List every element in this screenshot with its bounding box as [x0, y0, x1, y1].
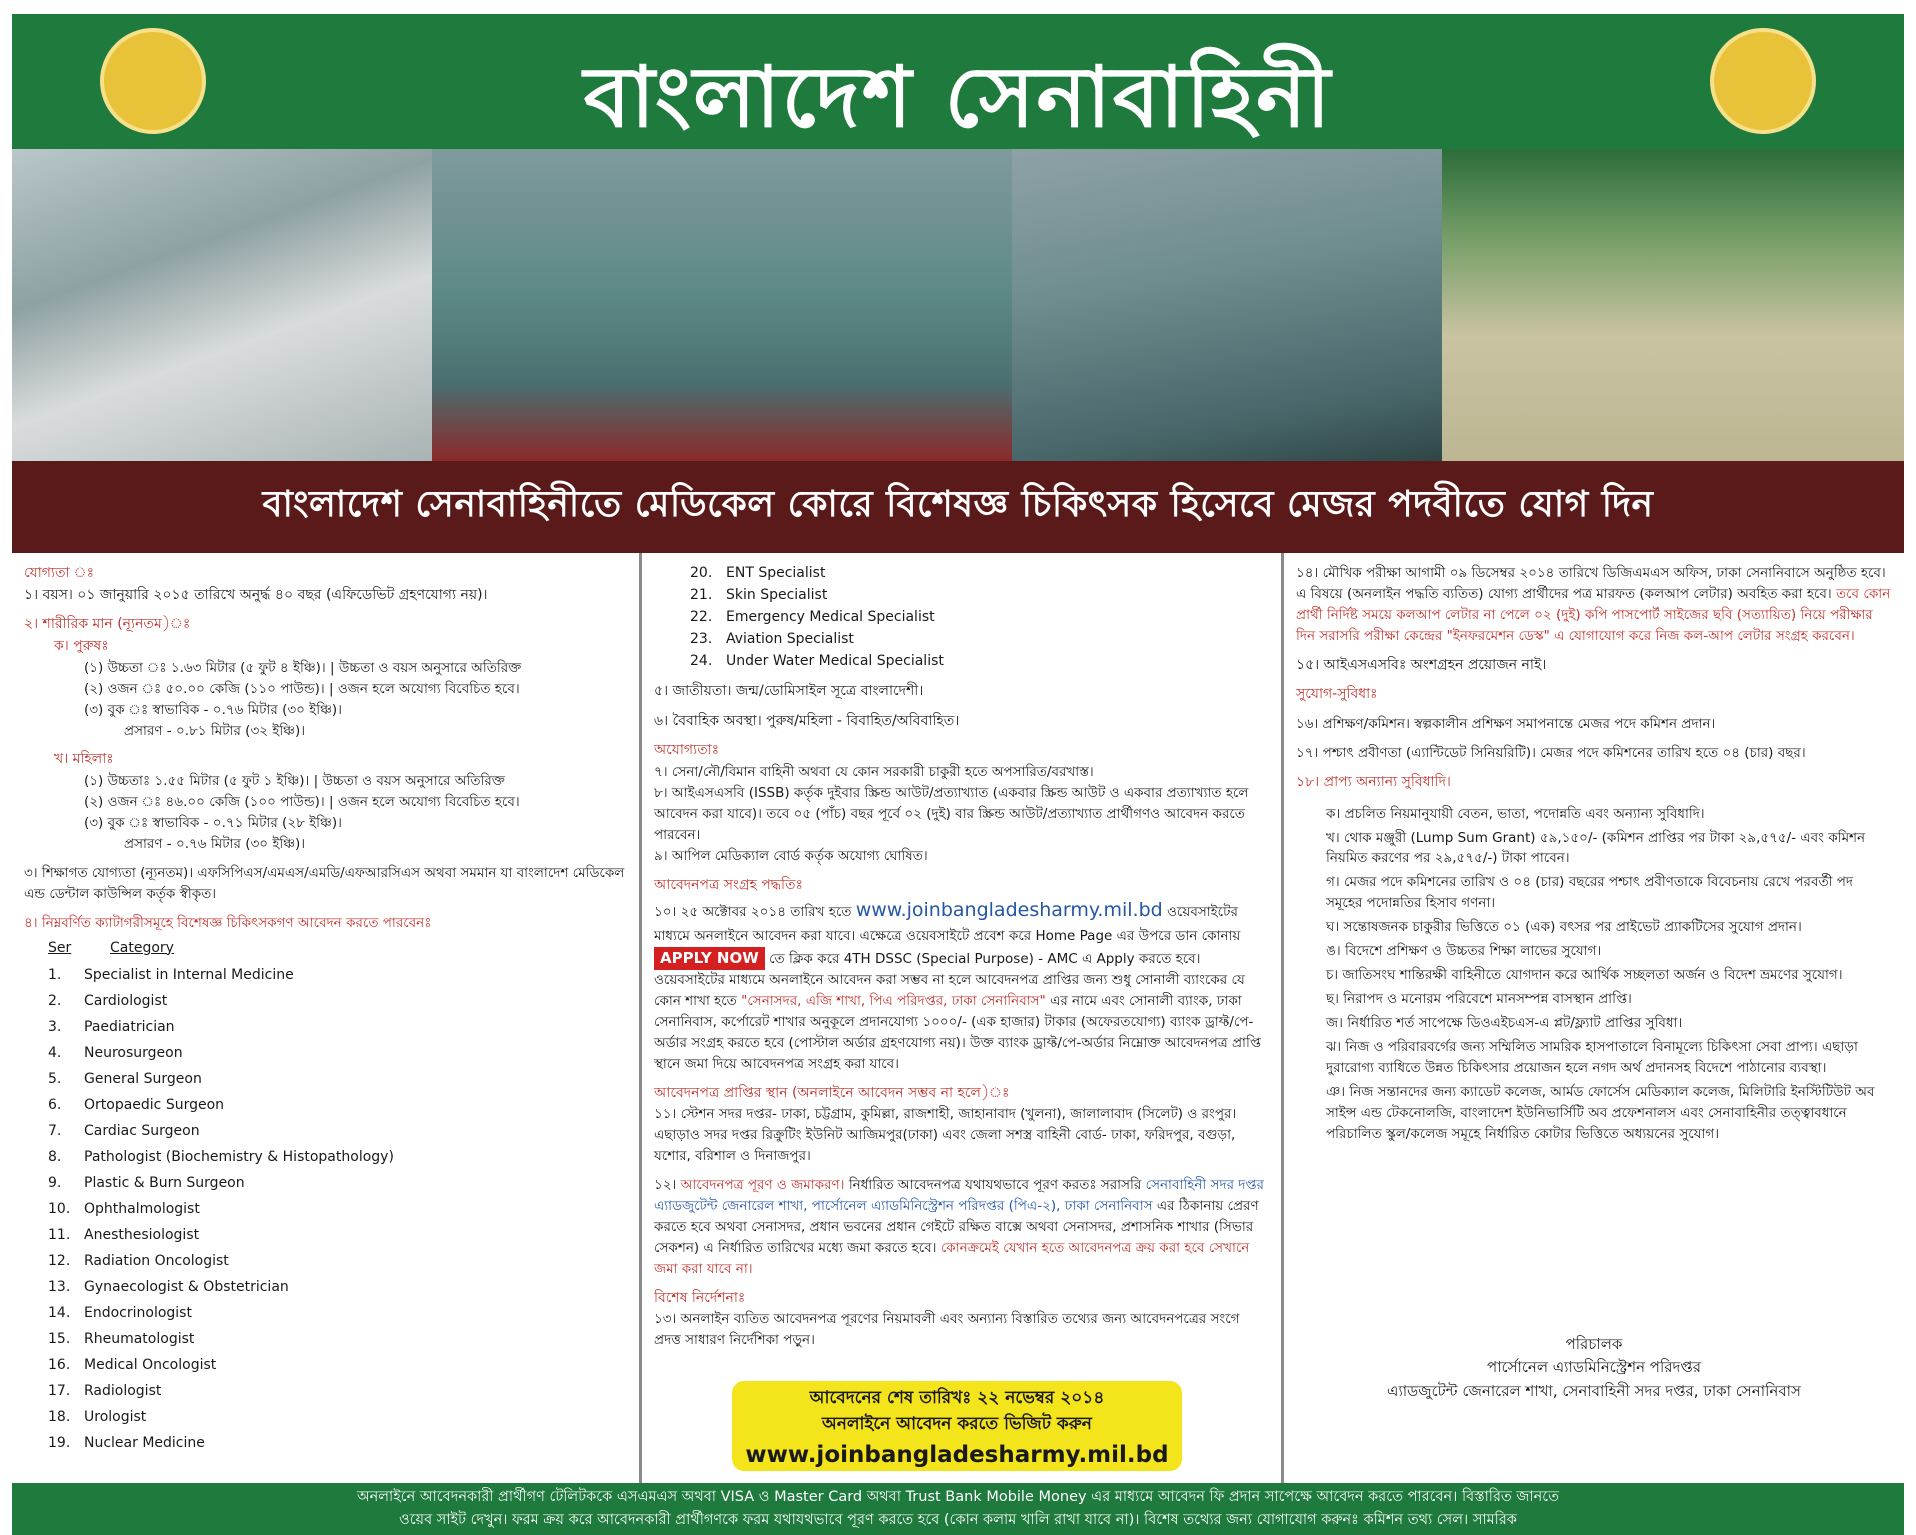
collection-place-heading: আবেদনপত্র প্রাপ্তির স্থান (অনলাইনে আবেদন সম্ভব না হলে)ঃ [654, 1084, 1010, 1101]
row-number: 12. [48, 1253, 71, 1270]
submission-number: ১২। [654, 1177, 677, 1194]
physical-heading: ২। শারীরিক মান (ন্যূনতম)ঃ [24, 616, 191, 633]
submission-warning: কোনক্রমেই যেখান হতে আবেদনপত্র ক্রয় করা হবে সেখানে জমা করা যাবে না। [654, 1239, 1250, 1277]
table-header-category: Category [110, 939, 174, 956]
benefits-heading: সুযোগ-সুবিধাঃ [1296, 686, 1378, 703]
application-text-mid2: তে ক্লিক করে 4TH DSSC (Special Purpose) - AMC এ Apply করতে হবে। ওয়েবসাইটের মাধ্যমে অনলাইনে আবেদন করা সম্ভব না হলে আবেদনপত্র প্রাপ্তির জন্য শুধু সোনালী ব্যাংকের যে কোন শাখা হতে [654, 950, 1245, 1009]
footer-line: অনলাইনে আবেদনকারী প্রার্থীগণ টেলিটককে এসএমএস অথবা VISA ও Master Card অথবা Trust Bank Mobile Money এর মাধ্যমে আবেদন ফি প্রদান সাপেক্ষে আবেদন করতে পারবেন। বিস্তারিত জানতে [357, 1489, 1559, 1505]
application-heading: আবেদনপত্র সংগ্রহ পদ্ধতিঃ [654, 876, 804, 893]
photo-surgeons [1012, 149, 1442, 461]
table-row [48, 1249, 627, 1275]
table-row [48, 1093, 627, 1119]
signature-line: পার্সোনেল এ্যাডমিনিস্ট্রেশন পরিদপ্তর [1487, 1358, 1701, 1377]
row-number: 10. [48, 1201, 71, 1218]
disqualification-heading: অযোগ্যতাঃ [654, 742, 720, 759]
nationality-requirement: ৫। জাতীয়তা। জন্ম/ডোমিসাইল সূত্রে বাংলাদেশী। [654, 683, 924, 699]
footer-bar [12, 1483, 1904, 1535]
application-text-mid: ওয়েবসাইটের মাধ্যমে অনলাইনে আবেদন করা যাবে। এক্ষেত্রে ওয়েবসাইটে প্রবেশ করে Home Page এর উপরে ডান কোনায় [654, 904, 1241, 944]
row-category: Skin Specialist [726, 587, 828, 604]
row-number: 8. [48, 1149, 62, 1166]
table-row [48, 1223, 627, 1249]
table-row [48, 989, 627, 1015]
signature-title: পরিচালক [1565, 1335, 1623, 1353]
row-number: 23. [690, 631, 713, 648]
table-row [48, 1405, 627, 1431]
row-number: 11. [48, 1227, 71, 1244]
viva-text-note: তবে কোন প্রার্থী নির্দিষ্ট সময়ে কলআপ লেটার না পেলে ০২ (দুই) কপি পাসপোর্ট সাইজের ছবি (সত্যায়িত) নিয়ে পরীক্ষার দিন সরাসরি পরীক্ষা কেন্দ্রের "ইনফরমেশন ডেস্ক" এ যোগাযোগ করে নিজ কল-আপ লেটার সংগ্রহ করবেন। [1296, 585, 1891, 644]
collection-place-text: ১১। স্টেশন সদর দপ্তর- ঢাকা, চট্টগ্রাম, কুমিল্লা, রাজশাহী, জাহানাবাদ (খুলনা), জালালাবাদ (সিলেট) ও রংপুর। এছাড়াও সদর দপ্তর রিক্রুটিং ইউনিট আজিমপুর(ঢাকা) এবং জেলা সশস্ত্র বাহিনী বোর্ড- ঢাকা, ফরিদপুর, বগুড়া, যশোর, বরিশাল ও দিনাজপুর। [654, 1106, 1237, 1165]
footer-line: ওয়েব সাইট দেখুন। ফরম ক্রয় করে আবেদনকারী প্রার্থীগণকে ফরম যথাযথভাবে পূরণ করতে হবে (কোন কলাম খালি রাখা যাবে না)। বিশেষ তথ্যের জন্য যোগাযোগ করুনঃ কমিশন তথ্য সেল। সামরিক [399, 1512, 1517, 1529]
row-number: 6. [48, 1097, 62, 1114]
row-category: General Surgeon [84, 1071, 202, 1088]
disqualification-item: ৯। আপিল মেডিক্যাল বোর্ড কর্তৃক অযোগ্য ঘোষিত। [654, 847, 928, 864]
row-number: 1. [48, 967, 62, 984]
special-instructions-heading: বিশেষ নির্দেশনাঃ [654, 1289, 746, 1306]
table-row [48, 1379, 627, 1405]
benefit-item: খ। থোক মঞ্জুরী (Lump Sum Grant) ৫৯,১৫০/- (কমিশন প্রাপ্তির পর টাকা ২৯,৫৭৫/- এবং কমিশন নিয়মিত করণের পর ২৯,৫৭৫/-) টাকা পাবেন। [1326, 829, 1866, 867]
benefit-list [1296, 804, 1892, 1145]
table-row [48, 1197, 627, 1223]
column-right [1284, 553, 1904, 1483]
row-category: Gynaecologist & Obstetrician [84, 1279, 289, 1296]
column-left [12, 553, 642, 1483]
row-category: Cardiac Surgeon [84, 1123, 200, 1140]
female-line: প্রসারণ - ০.৭৬ মিটার (৩০ ইঞ্চি)। [124, 835, 306, 852]
photo-medical-officers-group [1442, 149, 1904, 461]
table-row [48, 1171, 627, 1197]
benefit-item: গ। মেজর পদে কমিশনের তারিখ ও ০৪ (চার) বছরের পশ্চাৎ প্রবীণতাকে বিবেচনায় রেখে পরবর্তী পদ সমূহের পদোন্নতির হিসাব গণনা। [1326, 874, 1854, 912]
row-category: Radiation Oncologist [84, 1253, 229, 1270]
table-row [48, 1327, 627, 1353]
table-row [654, 563, 1269, 585]
specialist-table [48, 938, 627, 1458]
row-number: 14. [48, 1305, 71, 1322]
submission-heading: আবেদনপত্র পূরণ ও জমাকরণ। [680, 1177, 845, 1194]
application-text-start: ১০। ২৫ অক্টোবর ২০১৪ তারিখ হতে [654, 904, 852, 921]
website-link[interactable]: www.joinbangladesharmy.mil.bd [855, 899, 1163, 922]
benefit-item: জ। নির্ধারিত শর্ত সাপেক্ষে ডিওএইচএস-এ প্লট/ফ্ল্যাট প্রাপ্তির সুবিধা। [1326, 1014, 1683, 1031]
submission-text-mid: নির্ধারিত আবেদনপত্র যথাযথভাবে পূরণ করতঃ সরাসরি [848, 1177, 1142, 1194]
table-row [48, 1015, 627, 1041]
apply-now-button[interactable]: APPLY NOW [654, 947, 765, 970]
table-row [654, 629, 1269, 651]
row-number: 17. [48, 1383, 71, 1400]
benefit-item: ছ। নিরাপদ ও মনোরম পরিবেশে মানসম্পন্ন বাসস্থান প্রাপ্তি। [1326, 990, 1632, 1007]
row-category: Urologist [84, 1409, 147, 1426]
row-number: 16. [48, 1357, 71, 1374]
issb-text: ১৫। আইএসএসবিঃ অংশগ্রহন প্রয়োজন নাই। [1296, 656, 1547, 673]
table-row [48, 1067, 627, 1093]
deadline-website-link[interactable]: www.joinbangladesharmy.mil.bd [745, 1441, 1169, 1468]
other-benefits-heading: ১৮। প্রাপ্য অন্যান্য সুবিধাদি। [1296, 773, 1451, 790]
row-category: Plastic & Burn Surgeon [84, 1175, 245, 1192]
benefit-item: ঞ। নিজ সন্তানদের জন্য ক্যাডেট কলেজ, আর্মড ফোর্সেস মেডিক্যাল কলেজ, মিলিটারি ইনস্টিটিউট অব সাইন্স এন্ড টেকনোলজি, বাংলাদেশ ইউনিভার্সিটি অব প্রফেশনালস এবং সেনাবাহিনীর তত্ত্বাবধানে পরিচালিত স্কুল/কলেজ সমূহে নির্ধারিত কোটার ভিত্তিতে অধ্যয়নের সুযোগ। [1326, 1083, 1875, 1142]
table-row [48, 1431, 627, 1457]
training-text: ১৬। প্রশিক্ষণ/কমিশন। স্বল্পকালীন প্রশিক্ষণ সমাপনান্তে মেজর পদে কমিশন প্রদান। [1296, 716, 1716, 733]
seniority-text: ১৭। পশ্চাৎ প্রবীণতা (এ্যান্টিডেট সিনিয়রিটি)। মেজর পদে কমিশনের তারিখ হতে ০৪ (চার) বছর। [1296, 744, 1806, 761]
row-number: 5. [48, 1071, 62, 1088]
row-number: 4. [48, 1045, 62, 1062]
table-row [48, 1301, 627, 1327]
benefit-item: ক। প্রচলিত নিয়মানুযায়ী বেতন, ভাতা, পদোন্নতি এবং অন্যান্য সুবিধাদি। [1326, 805, 1705, 822]
row-category: Pathologist (Biochemistry & Histopathology) [84, 1149, 394, 1166]
row-number: 19. [48, 1435, 71, 1452]
benefit-item: ঘ। সন্তোষজনক চাকুরীর ভিত্তিতে ০১ (এক) বৎসর পর প্রাইভেট প্র্যাকটিসের সুযোগ প্রদান। [1326, 919, 1802, 936]
submission-text-end: এর ঠিকানায় প্রেরণ করতে হবে অথবা সেনাসদর, প্রধান ভবনের প্রধান গেইটে রক্ষিত বাক্সে অথবা সেনাসদর, প্রশাসনিক শাখার (সিভার সেকশন) এ নির্ধারিত তারিখের মধ্যে জমা করতে হবে। [654, 1197, 1259, 1256]
table-row [48, 963, 627, 989]
row-category: Emergency Medical Specialist [726, 609, 935, 626]
row-category: Cardiologist [84, 993, 168, 1010]
row-number: 15. [48, 1331, 71, 1348]
headline-banner [12, 461, 1904, 553]
male-heading: ক। পুরুষঃ [54, 638, 109, 655]
age-requirement: ১। বয়স। ০১ জানুয়ারি ২০১৫ তারিখে অনুর্দ্ধ ৪০ বছর (এফিডেভিট গ্রহণযোগ্য নয়)। [24, 586, 488, 603]
page-title: বাংলাদেশ সেনাবাহিনী [583, 48, 1333, 146]
row-number: 13. [48, 1279, 71, 1296]
row-category: Radiologist [84, 1383, 162, 1400]
signature-line: এ্যাডজুটেন্ট জেনারেল শাখা, সেনাবাহিনী সদর দপ্তর, ঢাকা সেনানিবাস [1387, 1381, 1801, 1400]
row-category: Under Water Medical Specialist [726, 653, 944, 670]
submission-address: সেনাবাহিনী সদর দপ্তর এ্যাডজুটেন্ট জেনারেল শাখা, পার্সোনেল এ্যাডমিনিস্ট্রেশন পরিদপ্তর (পিএ-২), ঢাকা সেনানিবাস [654, 1177, 1264, 1214]
row-category: Nuclear Medicine [84, 1435, 205, 1452]
header-bar [12, 14, 1904, 149]
row-number: 18. [48, 1409, 71, 1426]
benefit-item: চ। জাতিসংঘ শান্তিরক্ষী বাহিনীতে যোগদান করে আর্থিক সচ্ছলতা অর্জন ও বিদেশ ভ্রমণের সুযোগ। [1326, 967, 1843, 984]
row-category: Ophthalmologist [84, 1201, 200, 1218]
army-emblem-icon [1710, 28, 1816, 134]
benefit-item: ঝ। নিজ ও পরিবারবর্গের জন্য সম্মিলিত সামরিক হাসপাতালে বিনামূল্যে চিকিৎসা সেবা প্রাপ্য। এছাড়া দুরারোগ্য ব্যাধিতে উন্নত চিকিৎসার প্রয়োজন হলে নগদ অর্থ প্রদানসহ বিদেশে পাঠানোর ব্যবস্থা। [1326, 1038, 1858, 1076]
row-number: 3. [48, 1019, 62, 1036]
body-columns [12, 553, 1904, 1483]
table-row [48, 1145, 627, 1171]
male-line: (২) ওজন ঃ ৫০.০০ কেজি (১১০ পাউন্ড)। | ওজন হলে অযোগ্য বিবেচিত হবে। [84, 680, 520, 697]
male-line: (১) উচ্চতা ঃ ১.৬৩ মিটার (৫ ফুট ৪ ইঞ্চি)। | উচ্চতা ও বয়স অনুসারে অতিরিক্ত [84, 659, 522, 676]
photo-nurse-patient [12, 149, 432, 461]
male-line: (৩) বুক ঃ স্বাভাবিক - ০.৭৬ মিটার (৩০ ইঞ্চি)। [84, 701, 342, 718]
male-line: প্রসারণ - ০.৮১ মিটার (৩২ ইঞ্চি)। [124, 722, 306, 739]
row-number: 20. [690, 565, 713, 582]
table-row [654, 607, 1269, 629]
viva-text [1296, 563, 1892, 647]
table-header-ser: Ser [48, 939, 72, 956]
table-row [48, 1275, 627, 1301]
signature-block [1284, 1333, 1904, 1403]
row-category: Specialist in Internal Medicine [84, 967, 294, 984]
female-line: (১) উচ্চতাঃ ১.৫৫ মিটার (৫ ফুট ১ ইঞ্চি)। | উচ্চতা ও বয়স অনুসারে অতিরিক্ত [84, 773, 505, 790]
qualification-heading: যোগ্যতা ঃ [24, 565, 95, 581]
row-category: ENT Specialist [726, 565, 826, 582]
row-number: 7. [48, 1123, 62, 1140]
row-number: 9. [48, 1175, 62, 1192]
deadline-box [732, 1381, 1182, 1471]
female-heading: খ। মহিলাঃ [54, 751, 114, 768]
row-number: 24. [690, 653, 713, 670]
row-category: Paediatrician [84, 1019, 175, 1036]
education-requirement: ৩। শিক্ষাগত যোগ্যতা (ন্যূনতম)। এফসিপিএস/এমএস/এমডি/এফআরসিএস অথবা সমমান যা বাংলাদেশ মেডিকেল এন্ড ডেন্টাল কাউন্সিল কর্তৃক স্বীকৃত। [24, 864, 625, 902]
marital-requirement: ৬। বৈবাহিক অবস্থা। পুরুষ/মহিলা - বিবাহিত/অবিবাহিত। [654, 712, 960, 729]
photo-strip [12, 149, 1904, 461]
row-category: Medical Oncologist [84, 1357, 217, 1374]
row-category: Rheumatologist [84, 1331, 195, 1348]
row-category: Ortopaedic Surgeon [84, 1097, 225, 1114]
viva-text-main: ১৪। মৌখিক পরীক্ষা আগামী ০৯ ডিসেম্বর ২০১৪ তারিখে ডিজিএমএস অফিস, ঢাকা সেনানিবাসে অনুষ্ঠিত হবে। এ বিষয়ে (অনলাইন পদ্ধতি ব্যতিত) যোগ্য প্রার্থীদের পত্র মারফত (কলআপ লেটার) অবহিত করা হবে। [1296, 565, 1886, 602]
column-middle [642, 553, 1284, 1483]
table-row [654, 585, 1269, 607]
table-row [48, 1119, 627, 1145]
application-text [654, 896, 1269, 1074]
specialist-rows [48, 963, 627, 1457]
specialist-rows-continued [654, 563, 1269, 673]
row-number: 21. [690, 587, 713, 604]
female-line: (২) ওজন ঃ ৪৬.০০ কেজি (১০০ পাউন্ড)। | ওজন হলে অযোগ্য বিবেচিত হবে। [84, 794, 520, 811]
deadline-date: আবেদনের শেষ তারিখঃ ২২ নভেম্বর ২০১৪ [809, 1388, 1105, 1408]
application-text-end: এর নামে এবং সোনালী ব্যাংক, ঢাকা সেনানিবাস, কর্পোরেট শাখার অনুকূলে প্রদানযোগ্য ১০০০/- (এক হাজার) টাকার (অফেরতযোগ্য) ব্যাংক ড্রাফ্ট/পে-অর্ডার সংগ্রহ করতে হবে (পোস্টাল অর্ডার গ্রহণযোগ্য নয়)। উক্ত ব্যাংক ড্রাফ্ট/পে-অর্ডার নিম্নোক্ত আবেদনপত্র প্রাপ্তি স্থানে জমা দিয়ে আবেদনপত্র সংগ্রহ করা যাবে। [654, 992, 1261, 1072]
row-category: Endocrinologist [84, 1305, 192, 1322]
headline-text: বাংলাদেশ সেনাবাহিনীতে মেডিকেল কোরে বিশেষজ্ঞ চিকিৎসক হিসেবে মেজর পদবীতে যোগ দিন [262, 484, 1654, 525]
photo-operating-room [432, 149, 1012, 461]
deadline-visit-text: অনলাইনে আবেদন করতে ভিজিট করুন [822, 1414, 1092, 1435]
row-category: Anesthesiologist [84, 1227, 200, 1244]
table-row [654, 651, 1269, 673]
disqualification-item: ৮। আইএসএসবি (ISSB) কর্তৃক দুইবার স্ক্রিন্ড আউট/প্রত্যাখ্যাত (একবার স্ক্রিন্ড আউট ও একবার প্রত্যাখ্যাত হলে আবেদন করা যাবে)। তবে ০৫ (পাঁচ) বছর পূর্বে ০২ (দুই) বার স্ক্রিন্ড আউট/প্রত্যাখ্যাত প্রার্থীগণও আবেদন করতে পারবেন। [654, 784, 1249, 843]
category-heading: ৪। নিম্নবর্ণিত ক্যাটাগরীসমূহে বিশেষজ্ঞ চিকিৎসকগণ আবেদন করতে পারবেনঃ [24, 914, 432, 931]
table-row [48, 1041, 627, 1067]
row-category: Neurosurgeon [84, 1045, 183, 1062]
row-category: Aviation Specialist [726, 631, 854, 648]
submission-text [654, 1175, 1269, 1280]
benefit-item: ঙ। বিদেশে প্রশিক্ষণ ও উচ্চতর শিক্ষা লাভের সুযোগ। [1326, 943, 1602, 960]
table-header [48, 938, 627, 960]
application-payee: "সেনাসদর, এজি শাখা, পিএ পরিদপ্তর, ঢাকা সেনানিবাস" [741, 992, 1046, 1009]
row-number: 22. [690, 609, 713, 626]
female-line: (৩) বুক ঃ স্বাভাবিক - ০.৭১ মিটার (২৮ ইঞ্চি)। [84, 814, 342, 831]
table-row [48, 1353, 627, 1379]
disqualification-item: ৭। সেনা/নৌ/বিমান বাহিনী অথবা যে কোন সরকারী চাকুরী হতে অপসারিত/বরখাস্ত। [654, 764, 1094, 781]
row-number: 2. [48, 993, 62, 1010]
special-instructions-text: ১৩। অনলাইন ব্যতিত আবেদনপত্র পূরণের নিয়মাবলী এবং অন্যান্য বিস্তারিত তথ্যের জন্য আবেদনপত্রের সংগে প্রদত্ত সাধারণ নির্দেশিকা পড়ুন। [654, 1311, 1240, 1349]
